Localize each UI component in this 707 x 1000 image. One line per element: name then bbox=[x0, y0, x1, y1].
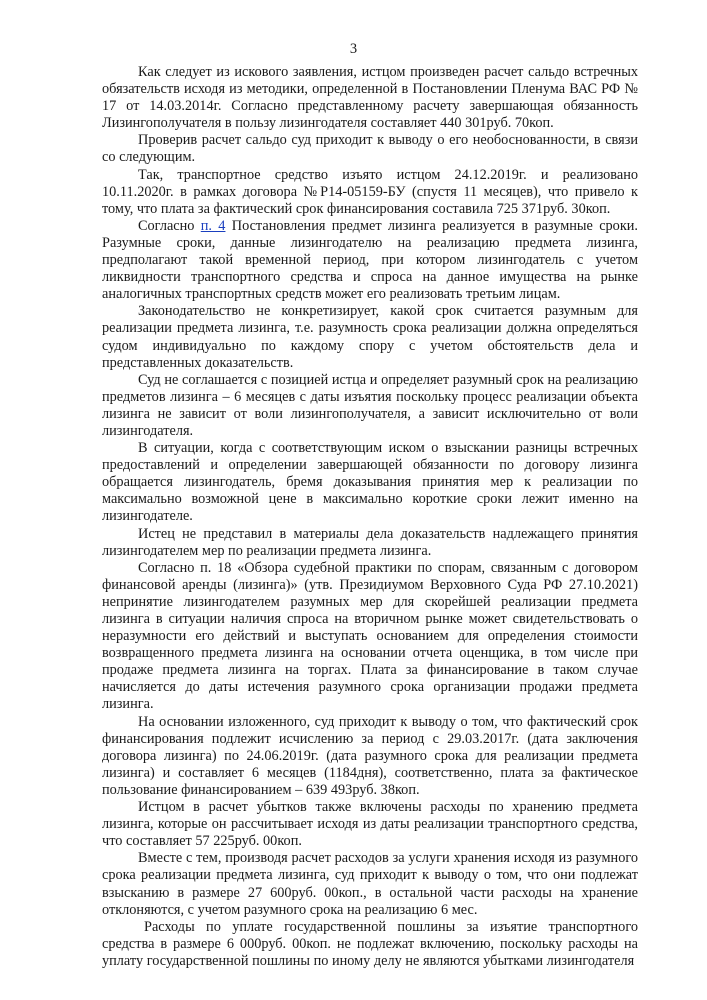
paragraph-3: Так, транспортное средство изъято истцом 24.12.2019г. и реализовано 10.11.2020г. в рамках договора №Р14-05159-БУ (спустя 11 месяцев), что привело к тому, что плата за фактический срок финансирования составила 725 371руб. 30коп. bbox=[102, 166, 638, 217]
paragraph-5: Законодательство не конкретизирует, какой срок считается разумным для реализации предмета лизинга, т.е. разумность срока реализации должна определяться судом индивидуально по каждому спору с учетом обстоятельств дела и представленных доказательств. bbox=[102, 303, 638, 371]
paragraph-6: Суд не соглашается с позицией истца и определяет разумный срок на реализацию предметов лизинга – 6 месяцев с даты изъятия поскольку процесс реализации объекта лизинга не зависит от воли лизингополучателя, а зависит исключительно от воли лизингодателя. bbox=[102, 371, 638, 439]
paragraph-13: Расходы по уплате государственной пошлины за изъятие транспортного средства в размере 6 000руб. 00коп. не подлежат включению, поскольку расходы на уплату государственной пошлины по иному делу не являются убытками лизингодателя bbox=[102, 918, 638, 969]
paragraph-2: Проверив расчет сальдо суд приходит к выводу о его необоснованности, в связи со следующим. bbox=[102, 132, 638, 166]
paragraph-10: На основании изложенного, суд приходит к выводу о том, что фактический срок финансирования подлежит исчислению за период с 29.03.2017г. (дата заключения договора лизинга) по 24.06.2019г. (дата разумного срока для реализации предмета лизинга) и составляет 6 месяцев (1184дня), соответственно, плата за фактическое пользование финансированием – 639 493руб. 38коп. bbox=[102, 713, 638, 798]
paragraph-12: Вместе с тем, производя расчет расходов за услуги хранения исходя из разумного срока реализации предмета лизинга, суд приходит к выводу о том, что они подлежат взысканию в размере 27 600руб. 00коп., в остальной части расходы на хранение отклоняются, с учетом разумного срока на реализацию 6 мес. bbox=[102, 850, 638, 918]
paragraph-8: Истец не представил в материалы дела доказательств надлежащего принятия лизингодателем мер по реализации предмета лизинга. bbox=[102, 525, 638, 559]
paragraph-4 bbox=[102, 218, 638, 303]
paragraph-1: Как следует из искового заявления, истцом произведен расчет сальдо встречных обязательств исходя из методики, определенной в Постановлении Пленума ВАС РФ № 17 от 14.03.2014г. Согласно представленному расчету завершающая обязанность Лизингополучателя в пользу лизингодателя составляет 440 301руб. 70коп. bbox=[102, 64, 638, 132]
paragraph-4-rest: Постановления предмет лизинга реализуется в разумные сроки. Разумные сроки, данные лизингодателю на реализацию предмета лизинга, предполагают такой временной период, при котором лизингодатель с учетом ликвидности транспортного средства и спроса на данное имущества на рынке аналогичных транспортных средств может его реализовать третьим лицам. bbox=[102, 217, 639, 303]
clause-4-link[interactable]: п. 4 bbox=[200, 217, 226, 234]
paragraph-9: Согласно п. 18 «Обзора судебной практики по спорам, связанным с договором финансовой аренды (лизинга)» (утв. Президиумом Верховного Суда РФ 27.10.2021) непринятие лизингодателем разумных мер для скорейшей реализации предмета лизинга в ситуации наличия спроса на вторичном рынке может свидетельствовать о неразумности его действий и выступать основанием для определения стоимости возвращенного предмета лизинга на основании отчета оценщика, в том числе при продаже предмета лизинга на торгах. Плата за финансирование в таком случае начисляется до даты истечения разумного срока организации продажи предмета лизинга. bbox=[102, 559, 638, 713]
paragraph-4-lead: Согласно bbox=[138, 217, 201, 234]
paragraph-11: Истцом в расчет убытков также включены расходы по хранению предмета лизинга, которые он рассчитывает исходя из даты реализации транспортного средства, что составляет 57 225руб. 00коп. bbox=[102, 799, 638, 850]
document-body bbox=[102, 64, 638, 970]
page-number: 3 bbox=[349, 41, 358, 57]
paragraph-7: В ситуации, когда с соответствующим иском о взыскании разницы встречных предоставлений и определении завершающей обязанности по договору лизинга обращается лизингодатель, бремя доказывания принятия мер к реализации по максимально возможной цене в максимально короткие сроки лежит именно на лизингодателе. bbox=[102, 440, 638, 525]
